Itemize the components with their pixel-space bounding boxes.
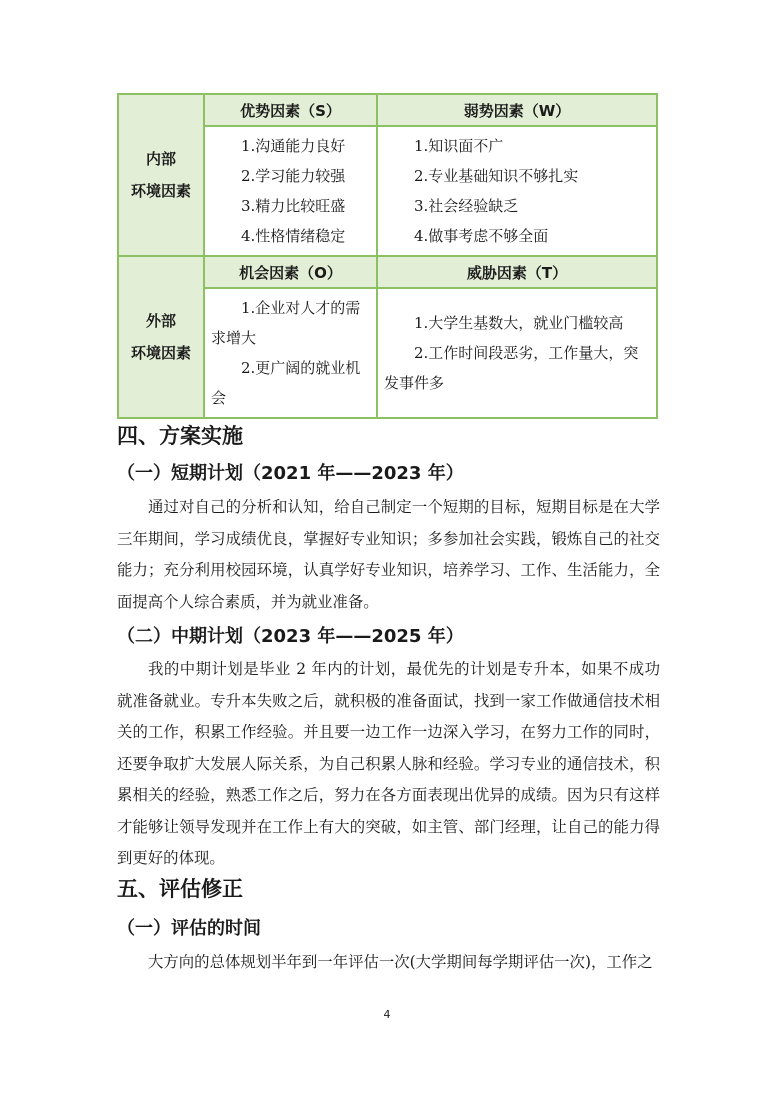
list-item: 2.更广阔的就业机会 [211,359,361,407]
list-item: 1.大学生基数大，就业门槛较高 [414,314,624,332]
section-4-2-paragraph: 我的中期计划是毕业 2 年内的计划，最优先的计划是专升本，如果不成功就准备就业。专升本失败之后，就积极的准备面试，找到一家工作做通信技术相关的工作，积累工作经验。并且要一边工作一边深入学习，在努力工作的同时，还要争取扩大发展人际关系，为自己积累人脉和经验。学习专业的通信技术，积累相关的经验，熟悉工作之后，努力在各方面表现出优异的成绩。因为只有这样才能够让领导发现并在工作上有大的突破，如主管、部门经理，让自己的能力得到更好的体现。 [117,660,660,867]
list-item: 1.知识面不广 [414,137,504,155]
threats-list [377,288,657,418]
weaknesses-header: 弱势因素（W） [377,94,657,126]
list-item: 2.工作时间段恶劣，工作量大，突发事件多 [384,344,639,392]
list-item: 1.沟通能力良好 [241,137,346,155]
list-item: 2.学习能力较强 [241,167,346,185]
strengths-header: 优势因素（S） [204,94,377,126]
list-item: 2.专业基础知识不够扎实 [414,167,579,185]
section-4-1-title: （一）短期计划（2021 年——2023 年） [117,463,464,484]
internal-factors-label: 内部 环境因素 [118,94,204,256]
section-5-1-paragraph: 大方向的总体规划半年到一年评估一次(大学期间每学期评估一次)，工作之 [148,953,653,971]
list-item: 3.社会经验缺乏 [414,197,519,215]
list-item: 1.企业对人才的需求增大 [211,299,361,347]
list-item: 4.做事考虑不够全面 [414,227,549,245]
list-item: 3.精力比较旺盛 [241,197,346,215]
section-4-1-paragraph: 通过对自己的分析和认知，给自己制定一个短期的目标，短期目标是在大学三年期间，学习成绩优良，掌握好专业知识；多参加社会实践，锻炼自己的社交能力；充分利用校园环境，认真学好专业知识，培养学习、工作、生活能力，全面提高个人综合素质，并为就业准备。 [117,498,660,611]
list-item: 4.性格情绪稳定 [241,227,346,245]
section-5-1-title: （一）评估的时间 [117,918,261,939]
section-4-title: 四、方案实施 [117,424,243,448]
threats-header: 威胁因素（T） [377,256,657,288]
strengths-list [204,126,377,256]
page-number: 4 [383,1008,391,1021]
section-4-2-title: （二）中期计划（2023 年——2025 年） [117,626,464,647]
weaknesses-list [377,126,657,256]
opportunities-header: 机会因素（O） [204,256,377,288]
swot-table [117,93,658,419]
section-5-title: 五、评估修正 [117,877,243,901]
opportunities-list [204,288,377,418]
external-factors-label: 外部 环境因素 [118,256,204,418]
